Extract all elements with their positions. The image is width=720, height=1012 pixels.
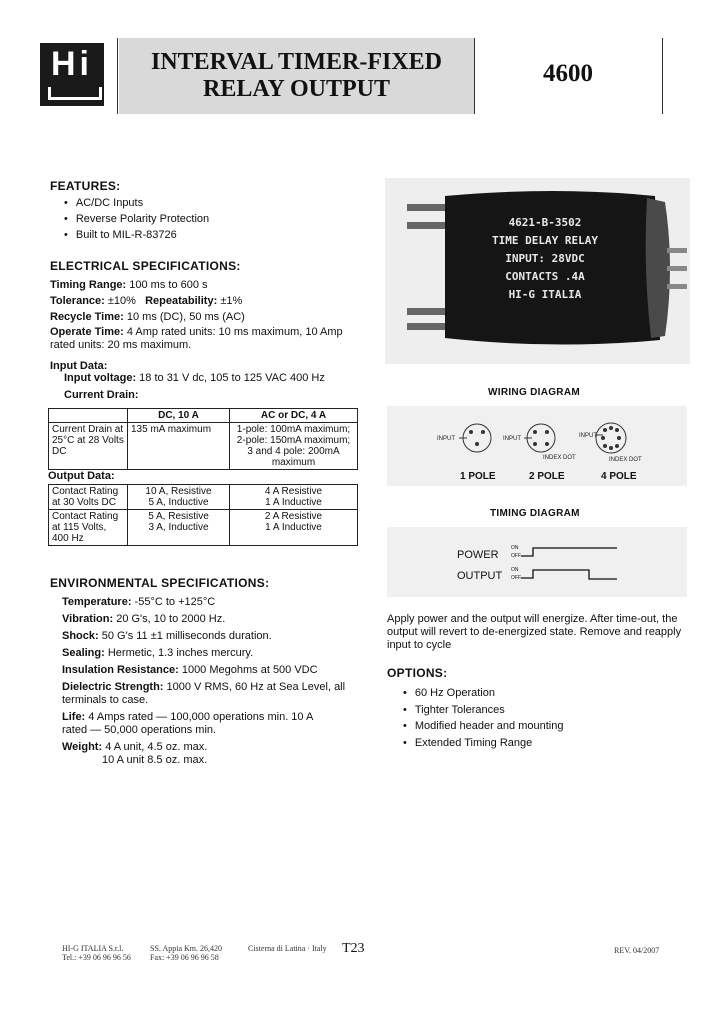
- svg-text:OFF: OFF: [511, 575, 521, 581]
- page-number: T23: [342, 941, 365, 956]
- timing-diagram: [387, 527, 687, 597]
- col-header: AC or DC, 4 A: [230, 409, 358, 423]
- feature-item: • Built to MIL-R-83726: [64, 227, 209, 243]
- footer-company: HI-G ITALIA S.r.l. Tel.: +39 06 96 96 56: [62, 944, 131, 962]
- electrical-specs: Timing Range: 100 ms to 600 s Tolerance: ±10% Repeatability: ±1% Recycle Time: 10 ms (DC), 50 ms (AC) Operate Time: 4 Amp rated units: 10 ms maximum, 10 Amp rated units: 20 ms maximum.: [50, 279, 343, 351]
- table-cell: 135 mA maximum: [128, 423, 230, 470]
- table-cell: 5 A, Resistive 3 A, Inductive: [128, 510, 230, 546]
- revision: REV. 04/2007: [614, 946, 660, 955]
- col-header: DC, 10 A: [128, 409, 230, 423]
- timing-description: Apply power and the output will energize. After time-out, the output will revert to de-energized state. Remove and reapply input to cycle: [387, 613, 682, 651]
- svg-text:INDEX DOT: INDEX DOT: [609, 457, 642, 463]
- current-drain-label: Current Drain:: [64, 389, 139, 401]
- table-cell: 10 A, Resistive 5 A, Inductive: [128, 485, 230, 510]
- svg-text:INPUT: INPUT: [579, 433, 597, 439]
- footer-address: SS. Appia Km. 26,420 Fax: +39 06 96 96 58: [150, 944, 223, 962]
- option-item: • Tighter Tolerances: [403, 702, 563, 719]
- table-cell: 1-pole: 100mA maximum; 2-pole: 150mA maximum; 3 and 4 pole: 200mA maximum: [230, 423, 358, 470]
- option-item: • 60 Hz Operation: [403, 685, 563, 702]
- row-label: Contact Rating at 30 Volts DC: [49, 485, 128, 510]
- current-drain-table: [48, 408, 358, 470]
- svg-text:INPUT: INPUT: [503, 436, 521, 442]
- options-list: [403, 685, 563, 751]
- timing-diagram-title: TIMING DIAGRAM: [490, 508, 580, 519]
- svg-text:ON: ON: [511, 567, 519, 573]
- label-line: INPUT: 28VDC: [505, 252, 585, 265]
- svg-text:ON: ON: [511, 545, 519, 551]
- power-label: POWER: [457, 549, 499, 561]
- output-label: OUTPUT: [457, 570, 503, 582]
- title-line-1: INTERVAL TIMER-FIXED: [151, 49, 442, 75]
- svg-text:INPUT: INPUT: [437, 436, 455, 442]
- svg-text:OFF: OFF: [511, 553, 521, 559]
- electrical-heading: ELECTRICAL SPECIFICATIONS:: [50, 259, 241, 273]
- environmental-specs: Temperature: -55°C to +125°C Vibration: 20 G's, 10 to 2000 Hz. Shock: 50 G's 11 ±1 milliseconds duration. Sealing: Hermetic, 1.3 inches mercury. Insulation Resistance: 1000 Megohms at 500 VDC Dielectric Strength: 1000 V RMS, 60 Hz at Sea Level, all terminals to case. Life: 4 Amps rated — 100,000 operations min. 10 A rated — 50,000 operations min. Weight: 4 A unit, 4.5 oz. max. 10 A unit 8.5 oz. max.: [62, 596, 346, 766]
- output-data-label: Output Data:: [48, 470, 115, 482]
- title-line-2: RELAY OUTPUT: [203, 76, 390, 102]
- logo-text: Hi: [51, 45, 93, 83]
- feature-item: • Reverse Polarity Protection: [64, 211, 209, 227]
- product-photo: [385, 178, 690, 364]
- option-item: • Extended Timing Range: [403, 735, 563, 752]
- part-number: 4600: [543, 60, 593, 87]
- label-line: CONTACTS .4A: [505, 270, 585, 283]
- feature-item: • AC/DC Inputs: [64, 195, 209, 211]
- features-heading: FEATURES:: [50, 179, 121, 193]
- pole-4-label: 4 POLE: [601, 471, 637, 482]
- label-line: TIME DELAY RELAY: [492, 234, 598, 247]
- options-heading: OPTIONS:: [387, 666, 448, 680]
- title-box: [119, 38, 474, 114]
- company-logo: [40, 43, 104, 106]
- row-label: Current Drain at 25°C at 28 Volts DC: [49, 423, 128, 470]
- table-cell: 2 A Resistive 1 A Inductive: [230, 510, 358, 546]
- pole-1-label: 1 POLE: [460, 471, 496, 482]
- row-label: Contact Rating at 115 Volts, 400 Hz: [49, 510, 128, 546]
- output-data-table: [48, 484, 358, 546]
- input-data-label: Input Data:: [50, 360, 108, 372]
- label-line: HI-G ITALIA: [508, 288, 582, 301]
- svg-text:INDEX DOT: INDEX DOT: [543, 455, 576, 461]
- wiring-diagram-title: WIRING DIAGRAM: [488, 387, 580, 398]
- environmental-heading: ENVIRONMENTAL SPECIFICATIONS:: [50, 576, 270, 590]
- input-voltage: Input voltage: 18 to 31 V dc, 105 to 125 VAC 400 Hz: [64, 372, 325, 384]
- pole-2-label: 2 POLE: [529, 471, 565, 482]
- table-cell: 4 A Resistive 1 A Inductive: [230, 485, 358, 510]
- features-list: [64, 195, 209, 243]
- option-item: • Modified header and mounting: [403, 718, 563, 735]
- footer-city: Cisterna di Latina · Italy: [248, 944, 327, 953]
- label-line: 4621-B-3502: [508, 216, 582, 229]
